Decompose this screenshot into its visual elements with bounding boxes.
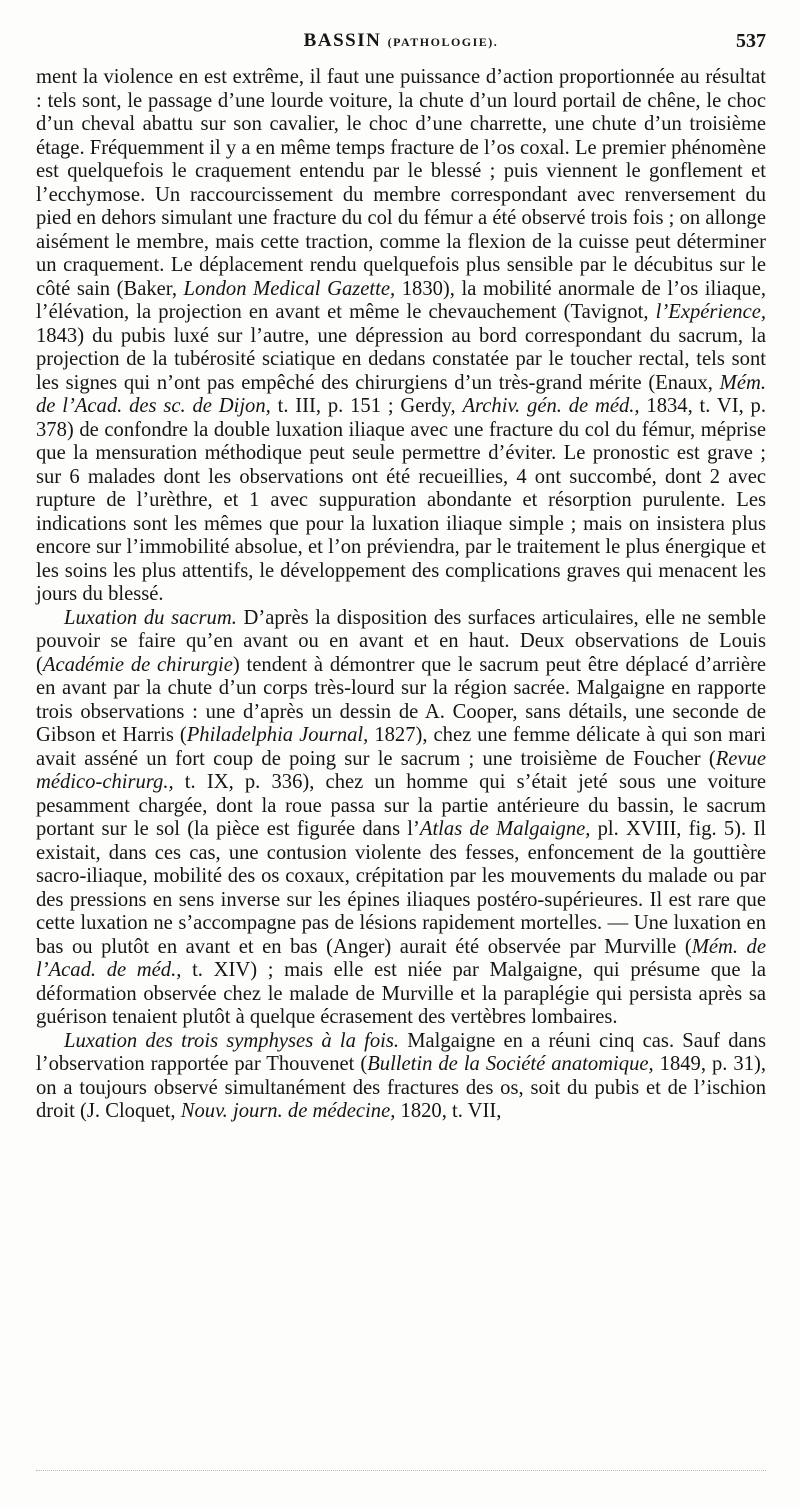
- running-title-subtitle: (PATHOLOGIE).: [387, 35, 499, 49]
- section-heading: Luxation du sacrum.: [64, 606, 237, 629]
- paragraph-continued: [36, 66, 766, 607]
- text-run: D’après la disposition des surfaces articulaires, elle ne semble pouvoir se faire qu’en avant ou en avant et en haut. Deux observations de Louis (: [36, 606, 766, 676]
- text-run: ment la violence en est extrême, il faut une puissance d’action proportionnée au résultat : tels sont, le passage d’une lourde voiture, la chute d’un lourd portail de chêne, le choc d’un cheval abattu sur son cavalier, le choc d’une charrette, une chute d’un troisième étage. Fréquemment il y a en même temps fracture de l’os coxal. Le premier phénomène est quelquefois le craquement entendu par le blessé ; puis viennent le gonflement et l’ecchymose. Un raccourcissement du membre correspondant avec renversement du pied en dehors simulant une fracture du col du fémur a été observé trois fois ; on allonge aisément le membre, mais cette traction, comme la flexion de la cuisse peut déterminer un craquement. Le déplacement rendu quelquefois plus sensible par le décubitus sur le côté sain (Baker,: [36, 66, 766, 300]
- running-header: [36, 30, 766, 60]
- citation-title: Nouv. journ. de médecine,: [180, 1100, 396, 1122]
- text-run: 1834, t. VI, p. 378) de confondre la double luxation iliaque avec une fracture du col du fémur, méprise que la mensuration méthodique peut seule permettre d’éviter. Le pronostic est grave ; sur 6 malades dont les observations ont été recueillies, 4 ont succombé, dont 2 avec rupture de l’urèthre, et 1 avec suppuration abondante et résorption purulente. Les indications sont les mêmes que pour la luxation iliaque simple ; mais on insistera plus encore sur l’immobilité absolue, et l’on préviendra, par le traitement le plus énergique et les soins les plus attentifs, le développement des complications graves qui menacent les jours du blessé.: [36, 395, 766, 605]
- body-text: [36, 66, 766, 1124]
- paragraph-luxation-sacrum: [36, 607, 766, 1030]
- section-heading: Luxation des trois symphyses à la fois.: [64, 1029, 400, 1052]
- text-run: Malgaigne en a réuni cinq cas. Sauf dans l’observation rapportée par Thouvenet (: [36, 1029, 766, 1075]
- citation-title: Académie de chirurgie: [42, 653, 233, 676]
- citation-title: Atlas de Malgaigne,: [419, 818, 591, 840]
- text-run: pl. XVIII, fig. 5). Il existait, dans ces cas, une contusion violente des fesses, enfoncement de la gouttière sacro-iliaque, mobilité des os coxaux, crépitation par les mouvements du malade ou par des pressions en sens inverse sur les épines iliaques postéro-supérieures. Il est rare que cette luxation ne s’accompagne pas de lésions rapidement mortelles. — Une luxation en bas ou plutôt en avant et en bas (Anger) aurait été observée par Murville (: [36, 818, 766, 958]
- text-run: t. XIV) ; mais elle est niée par Malgaigne, qui présume que la déformation observée chez le malade de Murville et la paraplégie qui persista après sa guérison tenaient plutôt à quelque écrasement des vertèbres lombaires.: [36, 959, 766, 1028]
- text-run: 1843) du pubis luxé sur l’autre, une dépression au bord correspondant du sacrum, la projection de la tubérosité sciatique en dedans constatée par le toucher rectal, tels sont les signes qui n’ont pas empêché des chirurgiens d’un très-grand mérite (Enaux,: [36, 324, 766, 394]
- text-run: t. III, p. 151 ; Gerdy,: [270, 395, 463, 417]
- citation-title: l’Expérience,: [655, 301, 766, 323]
- page-number: 537: [736, 30, 766, 52]
- footer-divider: [36, 1470, 766, 1471]
- running-title: [36, 30, 766, 52]
- citation-title: Archiv. gén. de méd.,: [462, 395, 640, 417]
- text-run: t. IX, p. 336), chez un homme qui s’était jeté sous une voiture pesamment chargée, dont la roue passa sur la partie antérieure du bassin, le sacrum portant sur le sol (la pièce est figurée dans l’: [36, 771, 766, 840]
- citation-title: Revue médico-chirurg.,: [36, 747, 766, 793]
- running-title-main: BASSIN: [303, 30, 382, 51]
- citation-title: Bulletin de la Société anatomique,: [367, 1053, 654, 1075]
- citation-title: Philadelphia Journal,: [186, 724, 369, 746]
- text-run: 1849, p. 31), on a toujours observé simultanément des fractures des os, soit du pubis et de l’ischion droit (J. Cloquet,: [36, 1053, 766, 1122]
- text-run: 1827), chez une femme délicate à qui son mari avait asséné un fort coup de poing sur le sacrum ; une troisième de Foucher (: [36, 724, 766, 770]
- text-run: 1830), la mobilité anormale de l’os iliaque, l’élévation, la projection en avant et même le chevauchement (Tavignot,: [36, 277, 766, 323]
- citation-title: London Medical Gazette,: [183, 277, 396, 300]
- paragraph-luxation-trois-symphyses: [36, 1030, 766, 1124]
- text-run: 1820, t. VII,: [395, 1100, 502, 1122]
- text-run: ) tendent à démontrer que le sacrum peut être déplacé d’arrière en avant par la chute d’un corps très-lourd sur la région sacrée. Malgaigne en rapporte trois observations : une d’après un dessin de A. Cooper, sans détails, une seconde de Gibson et Harris (: [36, 653, 766, 746]
- citation-title: Mém. de l’Acad. de méd.,: [36, 935, 766, 981]
- citation-title: Mém. de l’Acad. des sc. de Dijon,: [36, 371, 766, 417]
